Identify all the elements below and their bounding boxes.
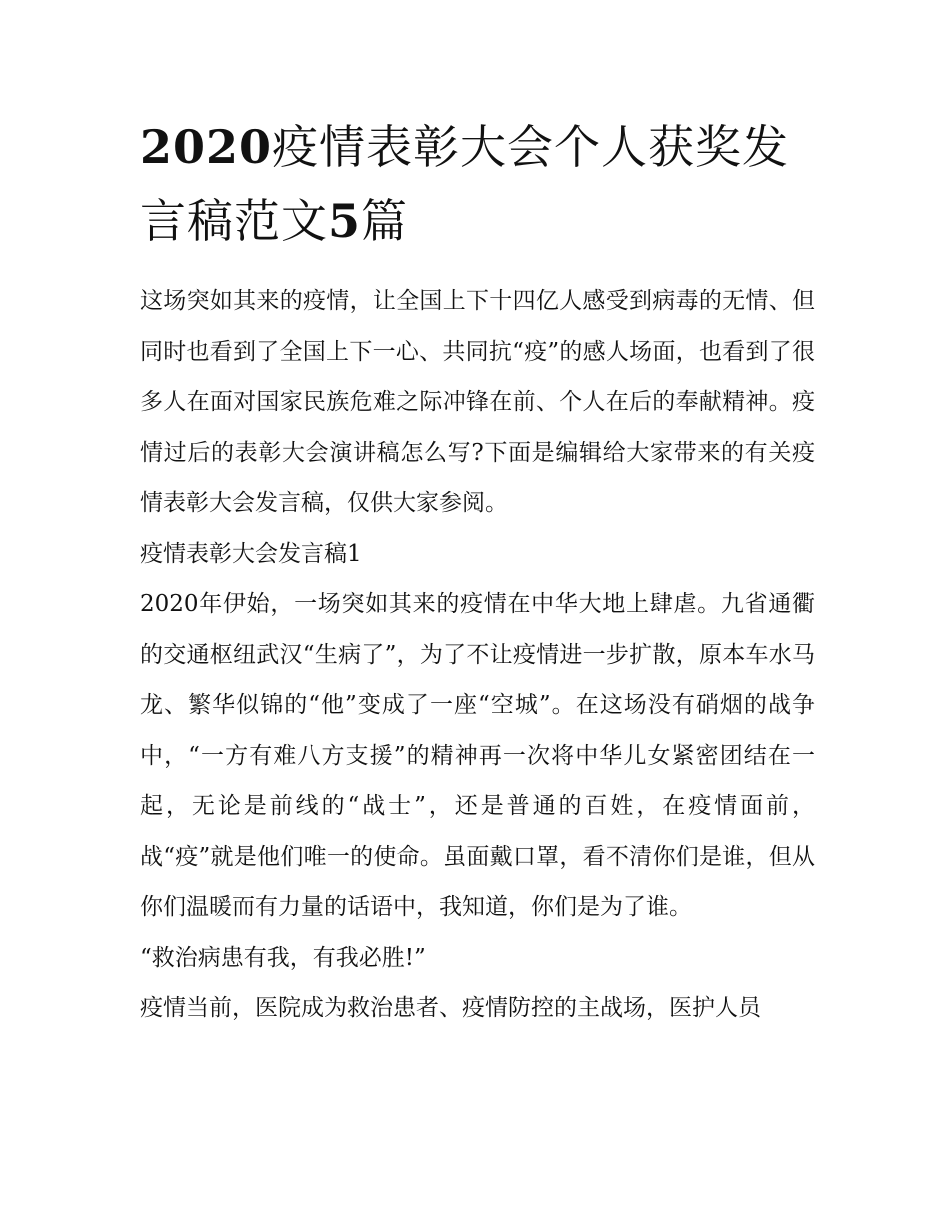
body-paragraph-1: 2020年伊始，一场突如其来的疫情在中华大地上肆虐。九省通衢的交通枢纽武汉“生病了”，为了不让疫情进一步扩散，原本车水马龙、繁华似锦的“他”变成了一座“空城”。在这场没有硝烟的战争中，“一方有难八方支援”的精神再一次将中华儿女紧密团结在一起，无论是前线的“战士”，还是普通的百姓，在疫情面前，战“疫”就是他们唯一的使命。虽面戴口罩，看不清你们是谁，但从你们温暖而有力量的话语中，我知道，你们是为了谁。 <box>140 591 815 920</box>
quote-line: “救治病患有我，有我必胜!” <box>140 944 426 971</box>
document-body <box>140 276 815 1034</box>
body-paragraph-2: 疫情当前，医院成为救治患者、疫情防控的主战场，医护人员 <box>140 995 761 1021</box>
title-text-2: 篇 <box>361 194 409 248</box>
intro-paragraph: 这场突如其来的疫情，让全国上下十四亿人感受到病毒的无情、但同时也看到了全国上下一心、共同抗“疫”的感人场面，也看到了很多人在面对国家民族危难之际冲锋在前、个人在后的奉献精神。疫情过后的表彰大会演讲稿怎么写?下面是编辑给大家带来的有关疫情表彰大会发言稿，仅供大家参阅。 <box>140 288 815 516</box>
title-text-1: 疫情表彰大会个人获奖发言稿范文 <box>140 120 790 248</box>
title-number: 5 <box>328 194 362 248</box>
title-year: 2020 <box>140 120 273 174</box>
document-title <box>140 110 820 258</box>
section-heading: 疫情表彰大会发言稿1 <box>140 540 362 567</box>
